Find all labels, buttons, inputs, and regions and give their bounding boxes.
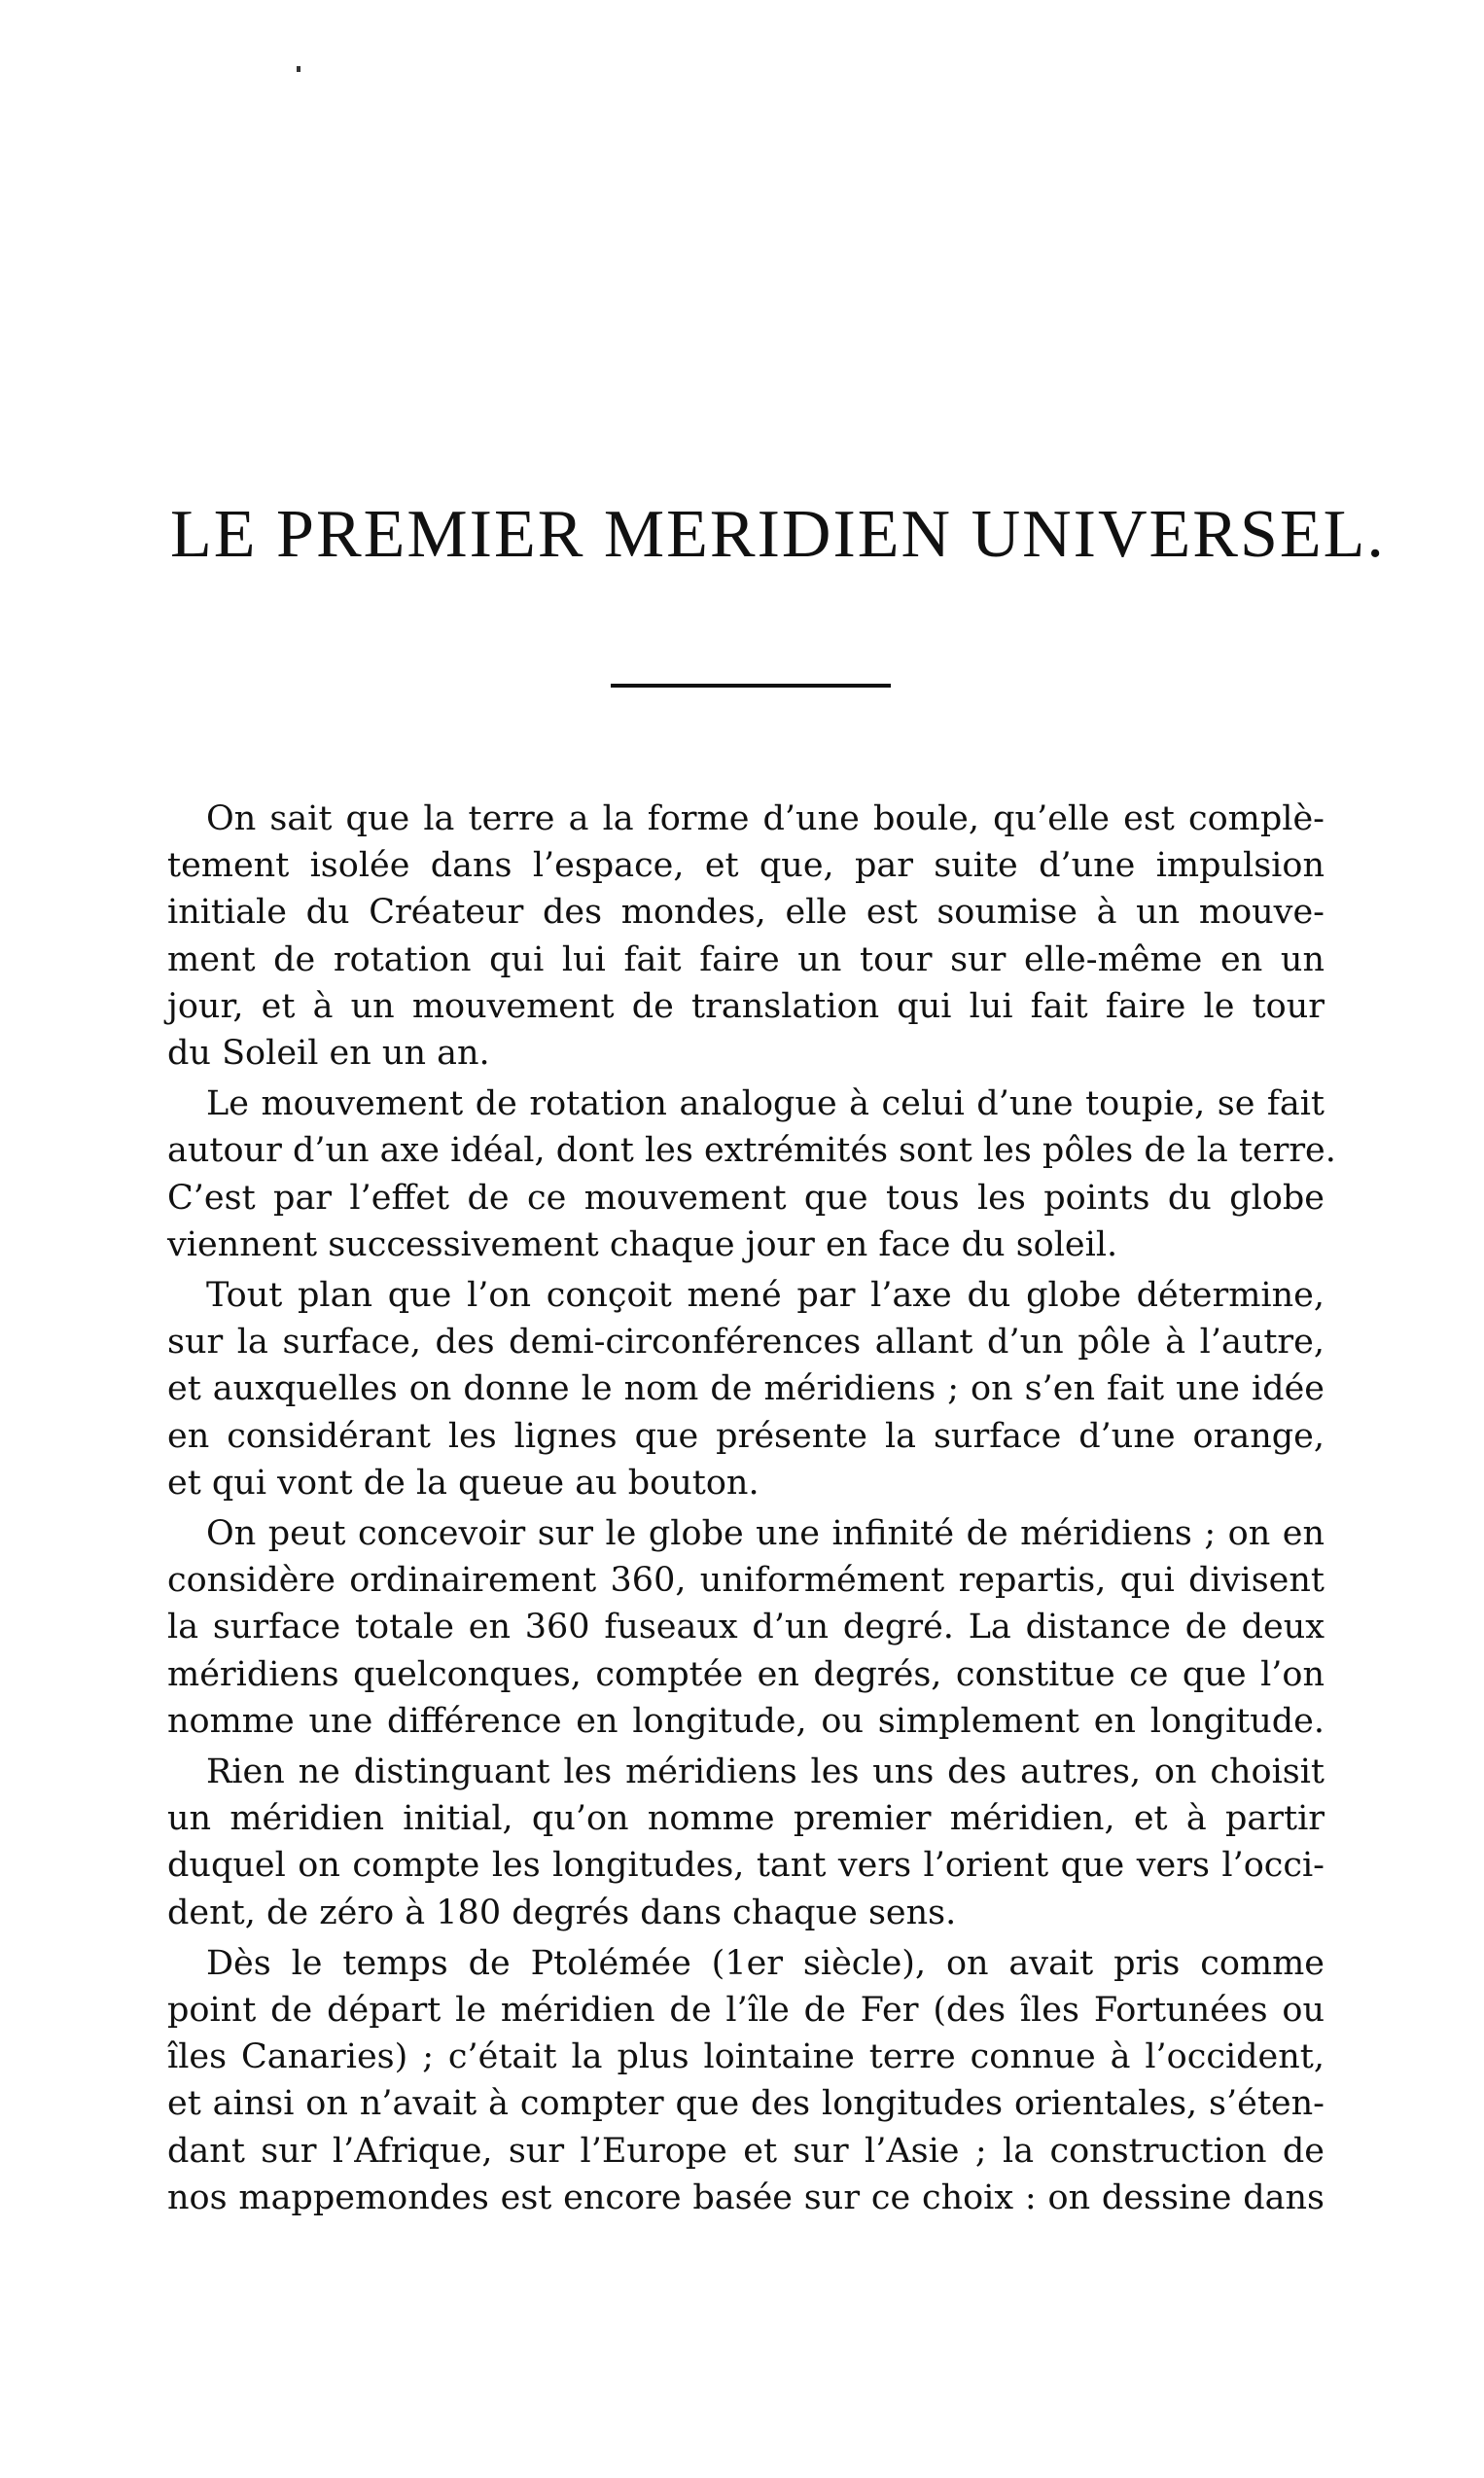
text-line: autour d’un axe idéal, dont les extrémités sont les pôles de la terre. — [167, 1131, 1336, 1171]
text-line: et ainsi on n’avait à compter que des longitudes orientales, s’éten- — [167, 2084, 1325, 2124]
text-line: viennent successivement chaque jour en face du soleil. — [167, 1224, 1118, 1264]
text-line: dent, de zéro à 180 degrés dans chaque sens. — [167, 1893, 957, 1932]
text-line: îles Canaries) ; c’était la plus lointaine terre connue à l’occident, — [167, 2037, 1325, 2077]
text-line: et qui vont de la queue au bouton. — [167, 1463, 760, 1503]
text-line: sur la surface, des demi-circonférences allant d’un pôle à l’autre, — [167, 1323, 1325, 1363]
text-line: méridiens quelconques, comptée en degrés, constitue ce que l’on — [167, 1654, 1325, 1694]
text-line: Le mouvement de rotation analogue à celui d’une toupie, se fait — [206, 1084, 1325, 1124]
text-line: Dès le temps de Ptolémée (1er siècle), on avait pris comme — [206, 1943, 1325, 1983]
text-line: un méridien initial, qu’on nomme premier méridien, et à partir — [167, 1799, 1325, 1839]
text-line: On sait que la terre a la forme d’une boule, qu’elle est complè- — [206, 799, 1325, 838]
body-text — [167, 796, 1336, 2225]
page-title: LE PREMIER MERIDIEN UNIVERSEL. — [170, 497, 1386, 572]
text-line: duquel on compte les longitudes, tant vers l’orient que vers l’occi- — [167, 1846, 1325, 1886]
paragraph-2 — [167, 1080, 1336, 1268]
text-line: Rien ne distinguant les méridiens les uns des autres, on choisit — [206, 1752, 1325, 1792]
paragraph-1 — [167, 796, 1325, 1077]
text-line: tement isolée dans l’espace, et que, par suite d’une impulsion — [167, 846, 1325, 886]
text-line: Tout plan que l’on conçoit mené par l’axe du globe détermine, — [206, 1276, 1325, 1316]
text-line: nos mappemondes est encore basée sur ce choix : on dessine dans — [167, 2177, 1325, 2217]
text-line: la surface totale en 360 fuseaux d’un degré. La distance de deux — [167, 1608, 1325, 1647]
paragraph-6 — [167, 1940, 1325, 2221]
scan-speck — [297, 66, 300, 72]
text-line: et auxquelles on donne le nom de méridiens ; on s’en fait une idée — [167, 1369, 1325, 1409]
title-divider — [611, 684, 891, 688]
text-line: ment de rotation qui lui fait faire un tour sur elle-même en un — [167, 939, 1325, 979]
text-line: dant sur l’Afrique, sur l’Europe et sur l’Asie ; la construction de — [167, 2131, 1325, 2171]
text-line: On peut concevoir sur le globe une infinité de méridiens ; on en — [206, 1514, 1325, 1554]
paragraph-3 — [167, 1272, 1325, 1506]
text-line: C’est par l’effet de ce mouvement que tous les points du globe — [167, 1178, 1325, 1218]
paragraph-5 — [167, 1749, 1325, 1936]
text-line: considère ordinairement 360, uniformément repartis, qui divisent — [167, 1561, 1325, 1601]
text-line: initiale du Créateur des mondes, elle est soumise à un mouve- — [167, 893, 1325, 933]
text-line: en considérant les lignes que présente la surface d’une orange, — [167, 1416, 1325, 1456]
text-line: nomme une différence en longitude, ou simplement en longitude. — [167, 1701, 1325, 1741]
text-line: jour, et à un mouvement de translation qui lui fait faire le tour — [167, 986, 1325, 1026]
text-line: du Soleil en un an. — [167, 1034, 490, 1074]
text-line: point de départ le méridien de l’île de Fer (des îles Fortunées ou — [167, 1991, 1325, 2031]
paragraph-4 — [167, 1510, 1325, 1745]
